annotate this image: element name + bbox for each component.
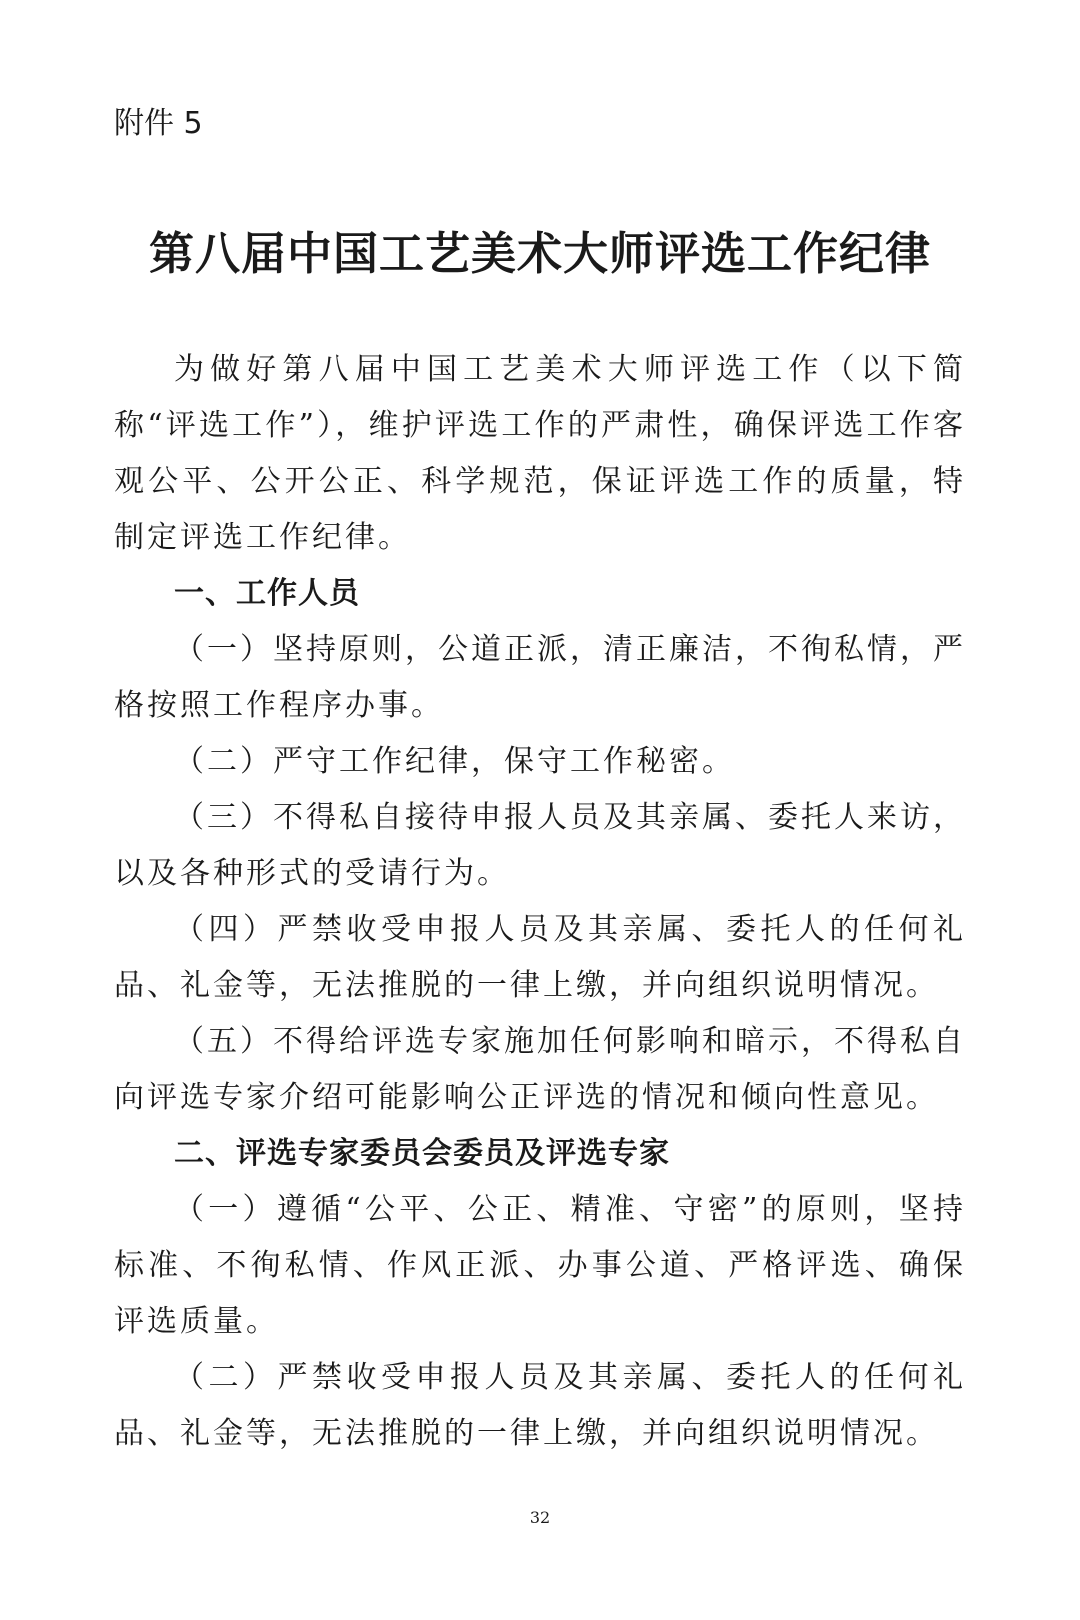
document-title: 第八届中国工艺美术大师评选工作纪律	[148, 227, 931, 280]
expert-rule-1: （一）遵循“公平、公正、精准、守密”的原则，坚持标准、不徇私情、作风正派、办事公道、严格评选、确保评选质量。	[114, 1192, 966, 1339]
expert-rule-2: （二）严禁收受申报人员及其亲属、委托人的任何礼品、礼金等，无法推脱的一律上缴，并向组织说明情况。	[114, 1360, 966, 1451]
staff-rule-1: （一）坚持原则，公道正派，清正廉洁，不徇私情，严格按照工作程序办事。	[114, 632, 966, 723]
page-number: 32	[529, 1508, 551, 1527]
document-body	[114, 342, 966, 1462]
attachment-label: 附件 5	[114, 106, 203, 141]
staff-rule-3: （三）不得私自接待申报人员及其亲属、委托人来访，以及各种形式的受请行为。	[114, 800, 966, 891]
staff-rule-5: （五）不得给评选专家施加任何影响和暗示，不得私自向评选专家介绍可能影响公正评选的情况和倾向性意见。	[114, 1024, 966, 1115]
section-heading-experts: 二、评选专家委员会委员及评选专家	[174, 1136, 670, 1171]
staff-rule-2: （二）严守工作纪律，保守工作秘密。	[174, 744, 735, 779]
intro-paragraph: 为做好第八届中国工艺美术大师评选工作（以下简称“评选工作”），维护评选工作的严肃性，确保评选工作客观公平、公开公正、科学规范，保证评选工作的质量，特制定评选工作纪律。	[114, 352, 966, 555]
staff-rule-4: （四）严禁收受申报人员及其亲属、委托人的任何礼品、礼金等，无法推脱的一律上缴，并向组织说明情况。	[114, 912, 966, 1003]
section-heading-staff: 一、工作人员	[174, 576, 360, 611]
